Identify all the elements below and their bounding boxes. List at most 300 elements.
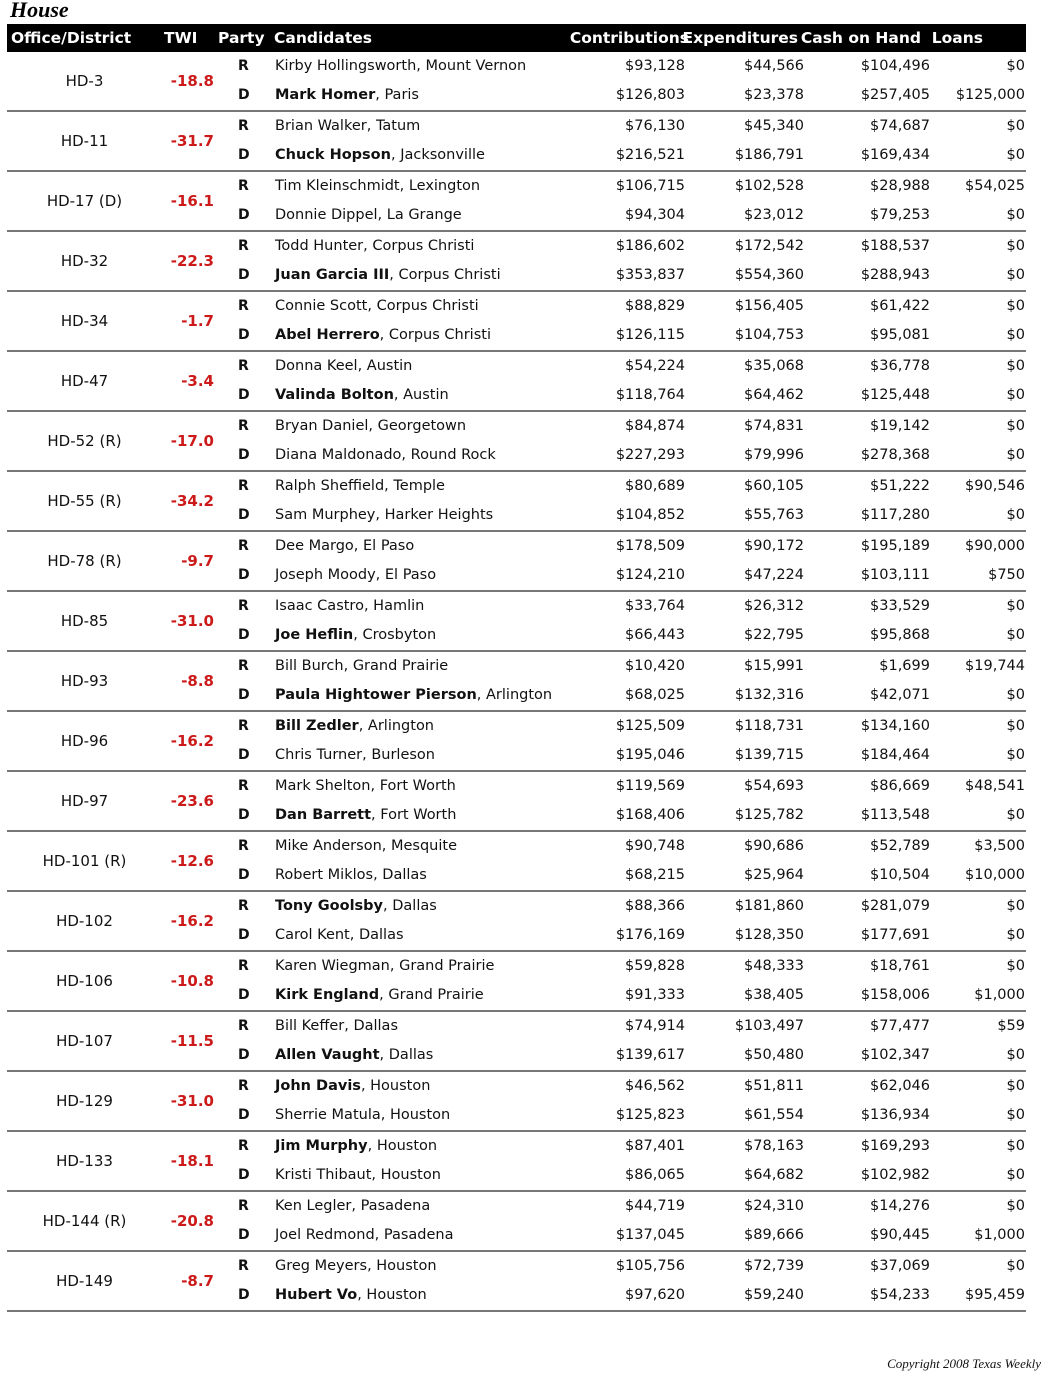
candidate-city: Jacksonville [400, 147, 485, 163]
header-party: Party [218, 29, 265, 47]
page-title: House [10, 0, 69, 22]
header-candidates: Candidates [274, 29, 372, 47]
party-code: D [238, 807, 250, 823]
expenditures-value: $64,682 [744, 1167, 804, 1183]
race-group [7, 592, 1026, 652]
expenditures-value: $44,566 [744, 58, 804, 74]
loans-value: $0 [1006, 207, 1025, 223]
loans-value: $54,025 [965, 178, 1025, 194]
contributions-value: $88,829 [625, 298, 685, 314]
district-label: HD-34 [60, 312, 109, 330]
contributions-value: $137,045 [615, 1227, 685, 1243]
loans-value: $0 [1006, 267, 1025, 283]
twi-value: -31.7 [170, 132, 214, 150]
party-code: R [238, 358, 249, 374]
loans-value: $48,541 [965, 778, 1025, 794]
candidate-cell: Chris Turner, Burleson [275, 747, 435, 763]
candidate-name: Bill Zedler [275, 718, 359, 734]
candidate-row [7, 201, 1026, 230]
candidate-city: El Paso [384, 567, 437, 583]
race-group [7, 952, 1026, 1012]
candidate-city: Dallas [388, 1047, 434, 1063]
district-label: HD-133 [56, 1152, 113, 1170]
candidate-cell: Ken Legler, Pasadena [275, 1198, 431, 1214]
contributions-value: $76,130 [625, 118, 685, 134]
cash-on-hand-value: $51,222 [870, 478, 930, 494]
party-code: D [238, 207, 250, 223]
candidate-cell: Sherrie Matula, Houston [275, 1107, 451, 1123]
contributions-value: $68,215 [625, 867, 685, 883]
party-code: D [238, 627, 250, 643]
party-code: R [238, 838, 249, 854]
candidate-name: Karen Wiegman [275, 958, 390, 974]
candidate-row [7, 112, 1026, 141]
party-code: D [238, 927, 250, 943]
candidate-city: Burleson [371, 747, 435, 763]
twi-value: -9.7 [181, 552, 214, 570]
candidate-city: Paris [384, 87, 419, 103]
candidate-city: Lexington [408, 178, 481, 194]
loans-value: $0 [1006, 298, 1025, 314]
cash-on-hand-value: $169,434 [860, 147, 930, 163]
header-office: Office/District [11, 29, 132, 47]
party-code: R [238, 58, 249, 74]
cash-on-hand-value: $54,233 [870, 1287, 930, 1303]
candidate-cell: Todd Hunter, Corpus Christi [275, 238, 475, 254]
contributions-value: $168,406 [615, 807, 685, 823]
party-code: R [238, 118, 249, 134]
candidate-city: Corpus Christi [376, 298, 479, 314]
loans-value: $0 [1006, 747, 1025, 763]
twi-value: -34.2 [170, 492, 214, 510]
party-code: R [238, 478, 249, 494]
loans-value: $19,744 [965, 658, 1025, 674]
candidate-cell: Greg Meyers, Houston [275, 1258, 437, 1274]
candidate-row [7, 141, 1026, 170]
candidate-name: Abel Herrero [275, 327, 380, 343]
cash-on-hand-value: $37,069 [870, 1258, 930, 1274]
race-group [7, 772, 1026, 832]
candidate-name: Diana Maldonado [275, 447, 402, 463]
district-label: HD-97 [60, 792, 109, 810]
expenditures-value: $74,831 [744, 418, 804, 434]
candidate-row [7, 52, 1026, 81]
party-code: D [238, 987, 250, 1003]
candidate-name: Bill Keffer [275, 1018, 345, 1034]
district-label: HD-129 [56, 1092, 113, 1110]
candidate-city: Austin [366, 358, 413, 374]
party-code: R [238, 1018, 249, 1034]
cash-on-hand-value: $113,548 [860, 807, 930, 823]
contributions-value: $106,715 [615, 178, 685, 194]
expenditures-value: $47,224 [744, 567, 804, 583]
contributions-value: $46,562 [625, 1078, 685, 1094]
contributions-value: $91,333 [625, 987, 685, 1003]
candidate-name: Sam Murphey [275, 507, 376, 523]
loans-value: $0 [1006, 358, 1025, 374]
party-code: D [238, 747, 250, 763]
contributions-value: $125,823 [615, 1107, 685, 1123]
candidate-name: John Davis [275, 1078, 361, 1094]
expenditures-value: $128,350 [734, 927, 804, 943]
header-loans: Loans [931, 29, 983, 47]
candidate-cell: Chuck Hopson, Jacksonville [275, 147, 485, 163]
candidate-cell: Mike Anderson, Mesquite [275, 838, 457, 854]
twi-value: -1.7 [181, 312, 214, 330]
loans-value: $0 [1006, 58, 1025, 74]
expenditures-value: $50,480 [744, 1047, 804, 1063]
expenditures-value: $59,240 [744, 1287, 804, 1303]
cash-on-hand-value: $36,778 [870, 358, 930, 374]
candidate-cell: Jim Murphy, Houston [275, 1138, 438, 1154]
cash-on-hand-value: $86,669 [870, 778, 930, 794]
race-group [7, 652, 1026, 712]
candidate-name: Ken Legler [275, 1198, 352, 1214]
party-code: R [238, 538, 249, 554]
candidate-name: Tim Kleinschmidt [275, 178, 400, 194]
cash-on-hand-value: $134,160 [860, 718, 930, 734]
candidate-cell: Mark Shelton, Fort Worth [275, 778, 456, 794]
candidate-row [7, 321, 1026, 350]
cash-on-hand-value: $33,529 [870, 598, 930, 614]
cash-on-hand-value: $102,982 [860, 1167, 930, 1183]
contributions-value: $139,617 [615, 1047, 685, 1063]
contributions-value: $74,914 [625, 1018, 685, 1034]
cash-on-hand-value: $77,477 [870, 1018, 930, 1034]
candidate-row [7, 412, 1026, 441]
candidate-name: Kirby Hollingsworth [275, 58, 417, 74]
candidate-row [7, 861, 1026, 890]
cash-on-hand-value: $169,293 [860, 1138, 930, 1154]
loans-value: $0 [1006, 447, 1025, 463]
candidate-row [7, 352, 1026, 381]
twi-value: -23.6 [170, 792, 214, 810]
cash-on-hand-value: $158,006 [860, 987, 930, 1003]
cash-on-hand-value: $28,988 [870, 178, 930, 194]
candidate-cell: Paula Hightower Pierson, Arlington [275, 687, 553, 703]
twi-value: -20.8 [170, 1212, 214, 1230]
candidate-name: Donna Keel [275, 358, 358, 374]
candidate-row [7, 712, 1026, 741]
loans-value: $0 [1006, 147, 1025, 163]
loans-value: $0 [1006, 807, 1025, 823]
candidate-cell: Donna Keel, Austin [275, 358, 413, 374]
candidate-row [7, 1132, 1026, 1161]
district-label: HD-47 [60, 372, 109, 390]
expenditures-value: $125,782 [734, 807, 804, 823]
contributions-value: $88,366 [625, 898, 685, 914]
candidate-cell: Karen Wiegman, Grand Prairie [275, 958, 495, 974]
expenditures-value: $61,554 [744, 1107, 804, 1123]
candidate-name: Greg Meyers [275, 1258, 368, 1274]
contributions-value: $87,401 [625, 1138, 685, 1154]
cash-on-hand-value: $103,111 [860, 567, 930, 583]
cash-on-hand-value: $1,699 [879, 658, 930, 674]
candidate-city: Dallas [353, 1018, 399, 1034]
party-code: R [238, 418, 249, 434]
candidate-city: Dallas [392, 898, 437, 914]
party-code: D [238, 687, 250, 703]
party-code: D [238, 147, 250, 163]
race-group [7, 712, 1026, 772]
candidate-city: Pasadena [360, 1198, 431, 1214]
party-code: D [238, 387, 250, 403]
candidate-city: Harker Heights [384, 507, 494, 523]
cash-on-hand-value: $61,422 [870, 298, 930, 314]
candidate-city: Dallas [358, 927, 404, 943]
twi-value: -16.2 [170, 732, 214, 750]
race-group [7, 112, 1026, 172]
expenditures-value: $54,693 [744, 778, 804, 794]
candidate-name: Allen Vaught [275, 1047, 380, 1063]
party-code: R [238, 1078, 249, 1094]
expenditures-value: $48,333 [744, 958, 804, 974]
loans-value: $0 [1006, 327, 1025, 343]
expenditures-value: $90,172 [744, 538, 804, 554]
party-code: D [238, 87, 250, 103]
expenditures-value: $24,310 [744, 1198, 804, 1214]
candidate-row [7, 1252, 1026, 1281]
expenditures-value: $55,763 [744, 507, 804, 523]
twi-value: -8.8 [181, 672, 214, 690]
candidate-name: Joseph Moody [275, 567, 376, 583]
candidate-cell: Donnie Dippel, La Grange [275, 207, 462, 223]
candidate-row [7, 172, 1026, 201]
race-group [7, 172, 1026, 232]
contributions-value: $59,828 [625, 958, 685, 974]
cash-on-hand-value: $18,761 [870, 958, 930, 974]
contributions-value: $93,128 [625, 58, 685, 74]
loans-value: $0 [1006, 1258, 1025, 1274]
loans-value: $0 [1006, 418, 1025, 434]
twi-value: -18.1 [170, 1152, 214, 1170]
cash-on-hand-value: $10,504 [870, 867, 930, 883]
candidate-name: Brian Walker [275, 118, 367, 134]
district-label: HD-96 [60, 732, 109, 750]
party-code: D [238, 1107, 250, 1123]
candidate-name: Kristi Thibaut [275, 1167, 372, 1183]
candidate-cell: Connie Scott, Corpus Christi [275, 298, 479, 314]
district-label: HD-85 [60, 612, 109, 630]
candidate-row [7, 561, 1026, 590]
cash-on-hand-value: $281,079 [860, 898, 930, 914]
expenditures-value: $139,715 [734, 747, 804, 763]
expenditures-value: $22,795 [744, 627, 804, 643]
contributions-value: $97,620 [625, 1287, 685, 1303]
district-label: HD-101 (R) [42, 852, 127, 870]
party-code: D [238, 267, 250, 283]
expenditures-value: $72,739 [744, 1258, 804, 1274]
twi-value: -22.3 [170, 252, 214, 270]
candidate-row [7, 1281, 1026, 1310]
loans-value: $59 [997, 1018, 1025, 1034]
twi-value: -3.4 [181, 372, 214, 390]
candidate-city: Mount Vernon [425, 58, 527, 74]
contributions-value: $125,509 [615, 718, 685, 734]
candidate-cell: Sam Murphey, Harker Heights [275, 507, 494, 523]
candidate-cell: Allen Vaught, Dallas [275, 1047, 434, 1063]
twi-value: -31.0 [170, 612, 214, 630]
district-label: HD-3 [65, 72, 104, 90]
candidate-cell: Hubert Vo, Houston [275, 1287, 427, 1303]
party-code: D [238, 567, 250, 583]
district-label: HD-17 (D) [46, 192, 123, 210]
candidate-city: Grand Prairie [388, 987, 484, 1003]
cash-on-hand-value: $177,691 [860, 927, 930, 943]
district-label: HD-32 [60, 252, 109, 270]
district-label: HD-11 [60, 132, 109, 150]
candidate-name: Bryan Daniel [275, 418, 369, 434]
race-group [7, 1132, 1026, 1192]
race-group [7, 1072, 1026, 1132]
candidate-row [7, 261, 1026, 290]
contributions-value: $216,521 [615, 147, 685, 163]
contributions-value: $68,025 [625, 687, 685, 703]
loans-value: $0 [1006, 1078, 1025, 1094]
candidate-city: Austin [403, 387, 449, 403]
cash-on-hand-value: $42,071 [870, 687, 930, 703]
twi-value: -12.6 [170, 852, 214, 870]
contributions-value: $195,046 [615, 747, 685, 763]
race-group [7, 52, 1026, 112]
twi-value: -17.0 [170, 432, 214, 450]
candidate-name: Tony Goolsby [275, 898, 384, 914]
candidate-name: Jim Murphy [275, 1138, 368, 1154]
candidate-cell: Carol Kent, Dallas [275, 927, 404, 943]
candidate-cell: Dan Barrett, Fort Worth [275, 807, 457, 823]
contributions-value: $105,756 [615, 1258, 685, 1274]
loans-value: $0 [1006, 687, 1025, 703]
expenditures-value: $118,731 [734, 718, 804, 734]
expenditures-value: $186,791 [734, 147, 804, 163]
candidate-city: Round Rock [410, 447, 496, 463]
twi-value: -16.1 [170, 192, 214, 210]
candidate-name: Valinda Bolton [275, 387, 394, 403]
candidate-name: Joel Redmond [275, 1227, 375, 1243]
candidate-row [7, 741, 1026, 770]
district-label: HD-107 [56, 1032, 113, 1050]
contributions-value: $176,169 [615, 927, 685, 943]
expenditures-value: $181,860 [734, 898, 804, 914]
loans-value: $0 [1006, 118, 1025, 134]
expenditures-value: $90,686 [744, 838, 804, 854]
candidate-row [7, 1221, 1026, 1250]
candidate-city: Houston [366, 1287, 427, 1303]
candidate-city: Georgetown [377, 418, 467, 434]
loans-value: $0 [1006, 718, 1025, 734]
candidate-row [7, 532, 1026, 561]
cash-on-hand-value: $184,464 [860, 747, 930, 763]
expenditures-value: $64,462 [744, 387, 804, 403]
candidate-name: Todd Hunter [275, 238, 364, 254]
candidate-cell: Kirby Hollingsworth, Mount Vernon [275, 58, 527, 74]
contributions-value: $104,852 [615, 507, 685, 523]
race-group [7, 1252, 1026, 1312]
candidate-city: Corpus Christi [372, 238, 475, 254]
loans-value: $0 [1006, 898, 1025, 914]
contributions-value: $90,748 [625, 838, 685, 854]
party-code: R [238, 1138, 249, 1154]
candidate-cell: Juan Garcia III, Corpus Christi [275, 267, 501, 283]
header-twi: TWI [164, 29, 198, 47]
candidate-name: Mike Anderson [275, 838, 382, 854]
loans-value: $90,000 [965, 538, 1025, 554]
candidate-city: Arlington [486, 687, 553, 703]
candidate-row [7, 232, 1026, 261]
candidate-cell: Mark Homer, Paris [275, 87, 419, 103]
loans-value: $3,500 [974, 838, 1025, 854]
expenditures-value: $23,378 [744, 87, 804, 103]
candidate-name: Connie Scott [275, 298, 368, 314]
cash-on-hand-value: $102,347 [860, 1047, 930, 1063]
district-label: HD-102 [56, 912, 113, 930]
contributions-value: $10,420 [625, 658, 685, 674]
candidate-row [7, 681, 1026, 710]
expenditures-value: $38,405 [744, 987, 804, 1003]
twi-value: -8.7 [181, 1272, 214, 1290]
candidate-name: Joe Heflin [275, 627, 354, 643]
candidate-name: Kirk England [275, 987, 380, 1003]
candidate-city: Houston [370, 1078, 431, 1094]
candidate-row [7, 921, 1026, 950]
race-group [7, 292, 1026, 352]
race-group [7, 532, 1026, 592]
contributions-value: $66,443 [625, 627, 685, 643]
candidate-city: Grand Prairie [399, 958, 495, 974]
candidate-row [7, 832, 1026, 861]
district-label: HD-78 (R) [47, 552, 122, 570]
cash-on-hand-value: $288,943 [860, 267, 930, 283]
twi-value: -16.2 [170, 912, 214, 930]
candidate-row [7, 1101, 1026, 1130]
cash-on-hand-value: $188,537 [860, 238, 930, 254]
loans-value: $0 [1006, 507, 1025, 523]
candidate-row [7, 772, 1026, 801]
cash-on-hand-value: $95,081 [870, 327, 930, 343]
cash-on-hand-value: $62,046 [870, 1078, 930, 1094]
candidate-city: Houston [376, 1138, 438, 1154]
cash-on-hand-value: $104,496 [860, 58, 930, 74]
candidate-row [7, 592, 1026, 621]
race-group [7, 1012, 1026, 1072]
race-group [7, 352, 1026, 412]
expenditures-value: $89,666 [744, 1227, 804, 1243]
contributions-value: $178,509 [615, 538, 685, 554]
party-code: D [238, 1227, 250, 1243]
twi-value: -31.0 [170, 1092, 214, 1110]
contributions-value: $94,304 [625, 207, 685, 223]
candidate-name: Bill Burch [275, 658, 344, 674]
candidate-cell: Bill Keffer, Dallas [275, 1018, 399, 1034]
candidate-name: Mark Shelton [275, 778, 371, 794]
header-cash-on-hand: Cash on Hand [800, 29, 921, 47]
race-group [7, 892, 1026, 952]
loans-value: $125,000 [955, 87, 1025, 103]
candidate-cell: Robert Miklos, Dallas [275, 867, 427, 883]
candidate-row [7, 621, 1026, 650]
contributions-value: $80,689 [625, 478, 685, 494]
candidate-name: Chris Turner [275, 747, 363, 763]
expenditures-value: $60,105 [744, 478, 804, 494]
contributions-value: $44,719 [625, 1198, 685, 1214]
cash-on-hand-value: $14,276 [870, 1198, 930, 1214]
loans-value: $0 [1006, 1107, 1025, 1123]
district-label: HD-144 (R) [42, 1212, 127, 1230]
candidate-cell: Isaac Castro, Hamlin [275, 598, 425, 614]
candidate-city: Pasadena [383, 1227, 454, 1243]
expenditures-value: $104,753 [734, 327, 804, 343]
candidate-city: Hamlin [373, 598, 425, 614]
